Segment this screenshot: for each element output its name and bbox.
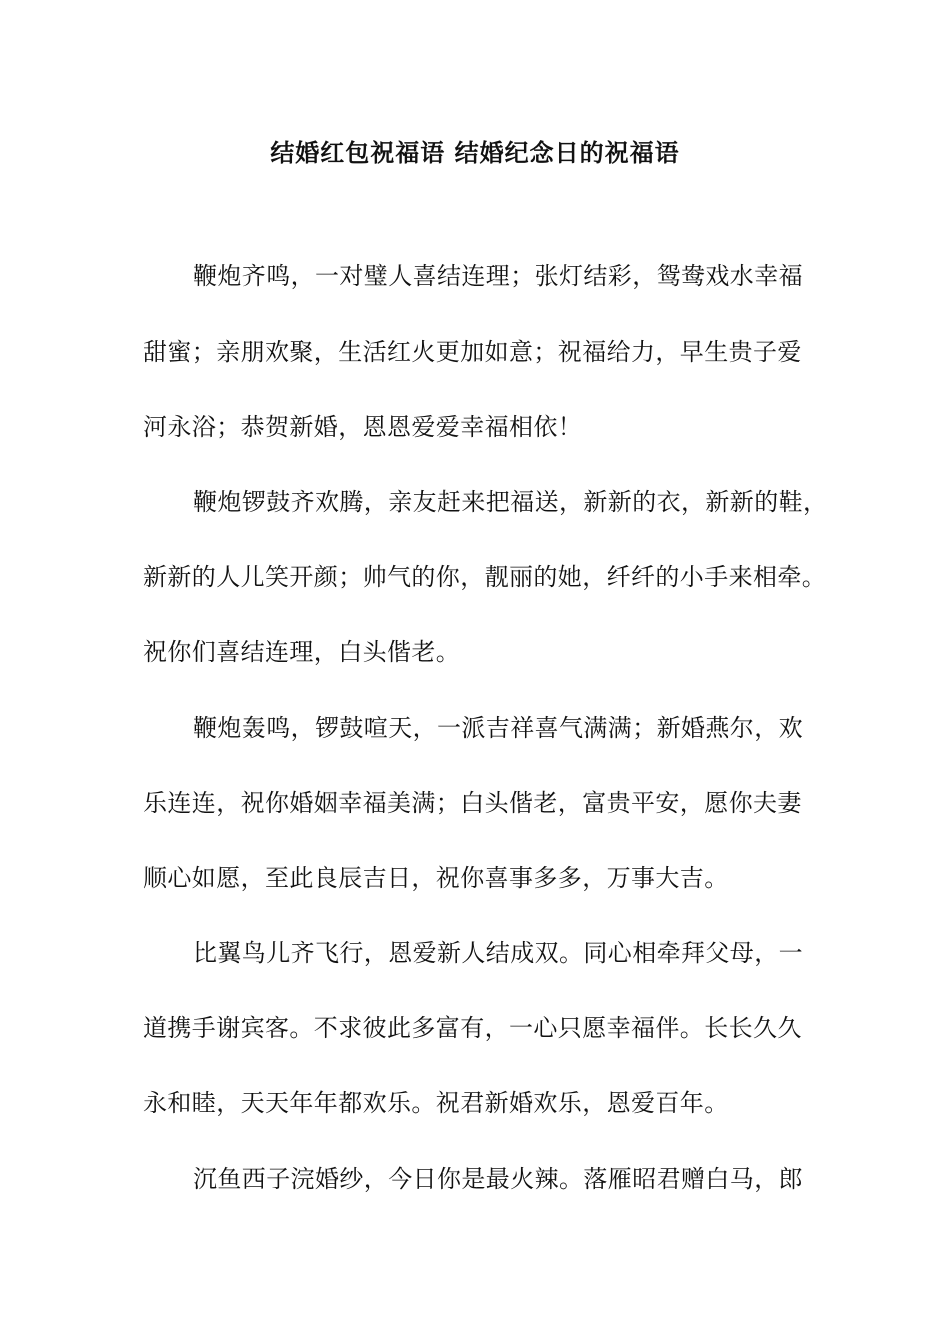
- document-title: 结婚红包祝福语 结婚纪念日的祝福语: [270, 138, 680, 167]
- paragraph-4-line-1: 比翼鸟儿齐飞行，恩爱新人结成双。同心相牵拜父母，一: [193, 939, 803, 967]
- paragraph-3-line-2: 乐连连，祝你婚姻幸福美满；白头偕老，富贵平安，愿你夫妻: [143, 789, 802, 817]
- paragraph-2-line-2: 新新的人儿笑开颜；帅气的你，靓丽的她，纤纤的小手来相牵。: [143, 563, 827, 591]
- paragraph-1-line-3: 河永浴；恭贺新婚，恩恩爱爱幸福相依！: [143, 413, 583, 441]
- paragraph-2-line-3: 祝你们喜结连理，白头偕老。: [143, 638, 461, 666]
- paragraph-1-line-1: 鞭炮齐鸣，一对璧人喜结连理；张灯结彩，鸳鸯戏水幸福: [193, 262, 803, 290]
- paragraph-5-line-1: 沉鱼西子浣婚纱，今日你是最火辣。落雁昭君赠白马，郎: [193, 1165, 803, 1193]
- paragraph-3-line-1: 鞭炮轰鸣，锣鼓喧天，一派吉祥喜气满满；新婚燕尔，欢: [193, 714, 803, 742]
- paragraph-2-line-1: 鞭炮锣鼓齐欢腾，亲友赶来把福送，新新的衣，新新的鞋，: [193, 488, 828, 516]
- paragraph-4-line-3: 永和睦，天天年年都欢乐。祝君新婚欢乐，恩爱百年。: [143, 1089, 729, 1117]
- paragraph-3-line-3: 顺心如愿，至此良辰吉日，祝你喜事多多，万事大吉。: [143, 864, 729, 892]
- paragraph-4-line-2: 道携手谢宾客。不求彼此多富有，一心只愿幸福伴。长长久久: [143, 1014, 802, 1042]
- paragraph-1-line-2: 甜蜜；亲朋欢聚，生活红火更加如意；祝福给力，早生贵子爱: [143, 338, 802, 366]
